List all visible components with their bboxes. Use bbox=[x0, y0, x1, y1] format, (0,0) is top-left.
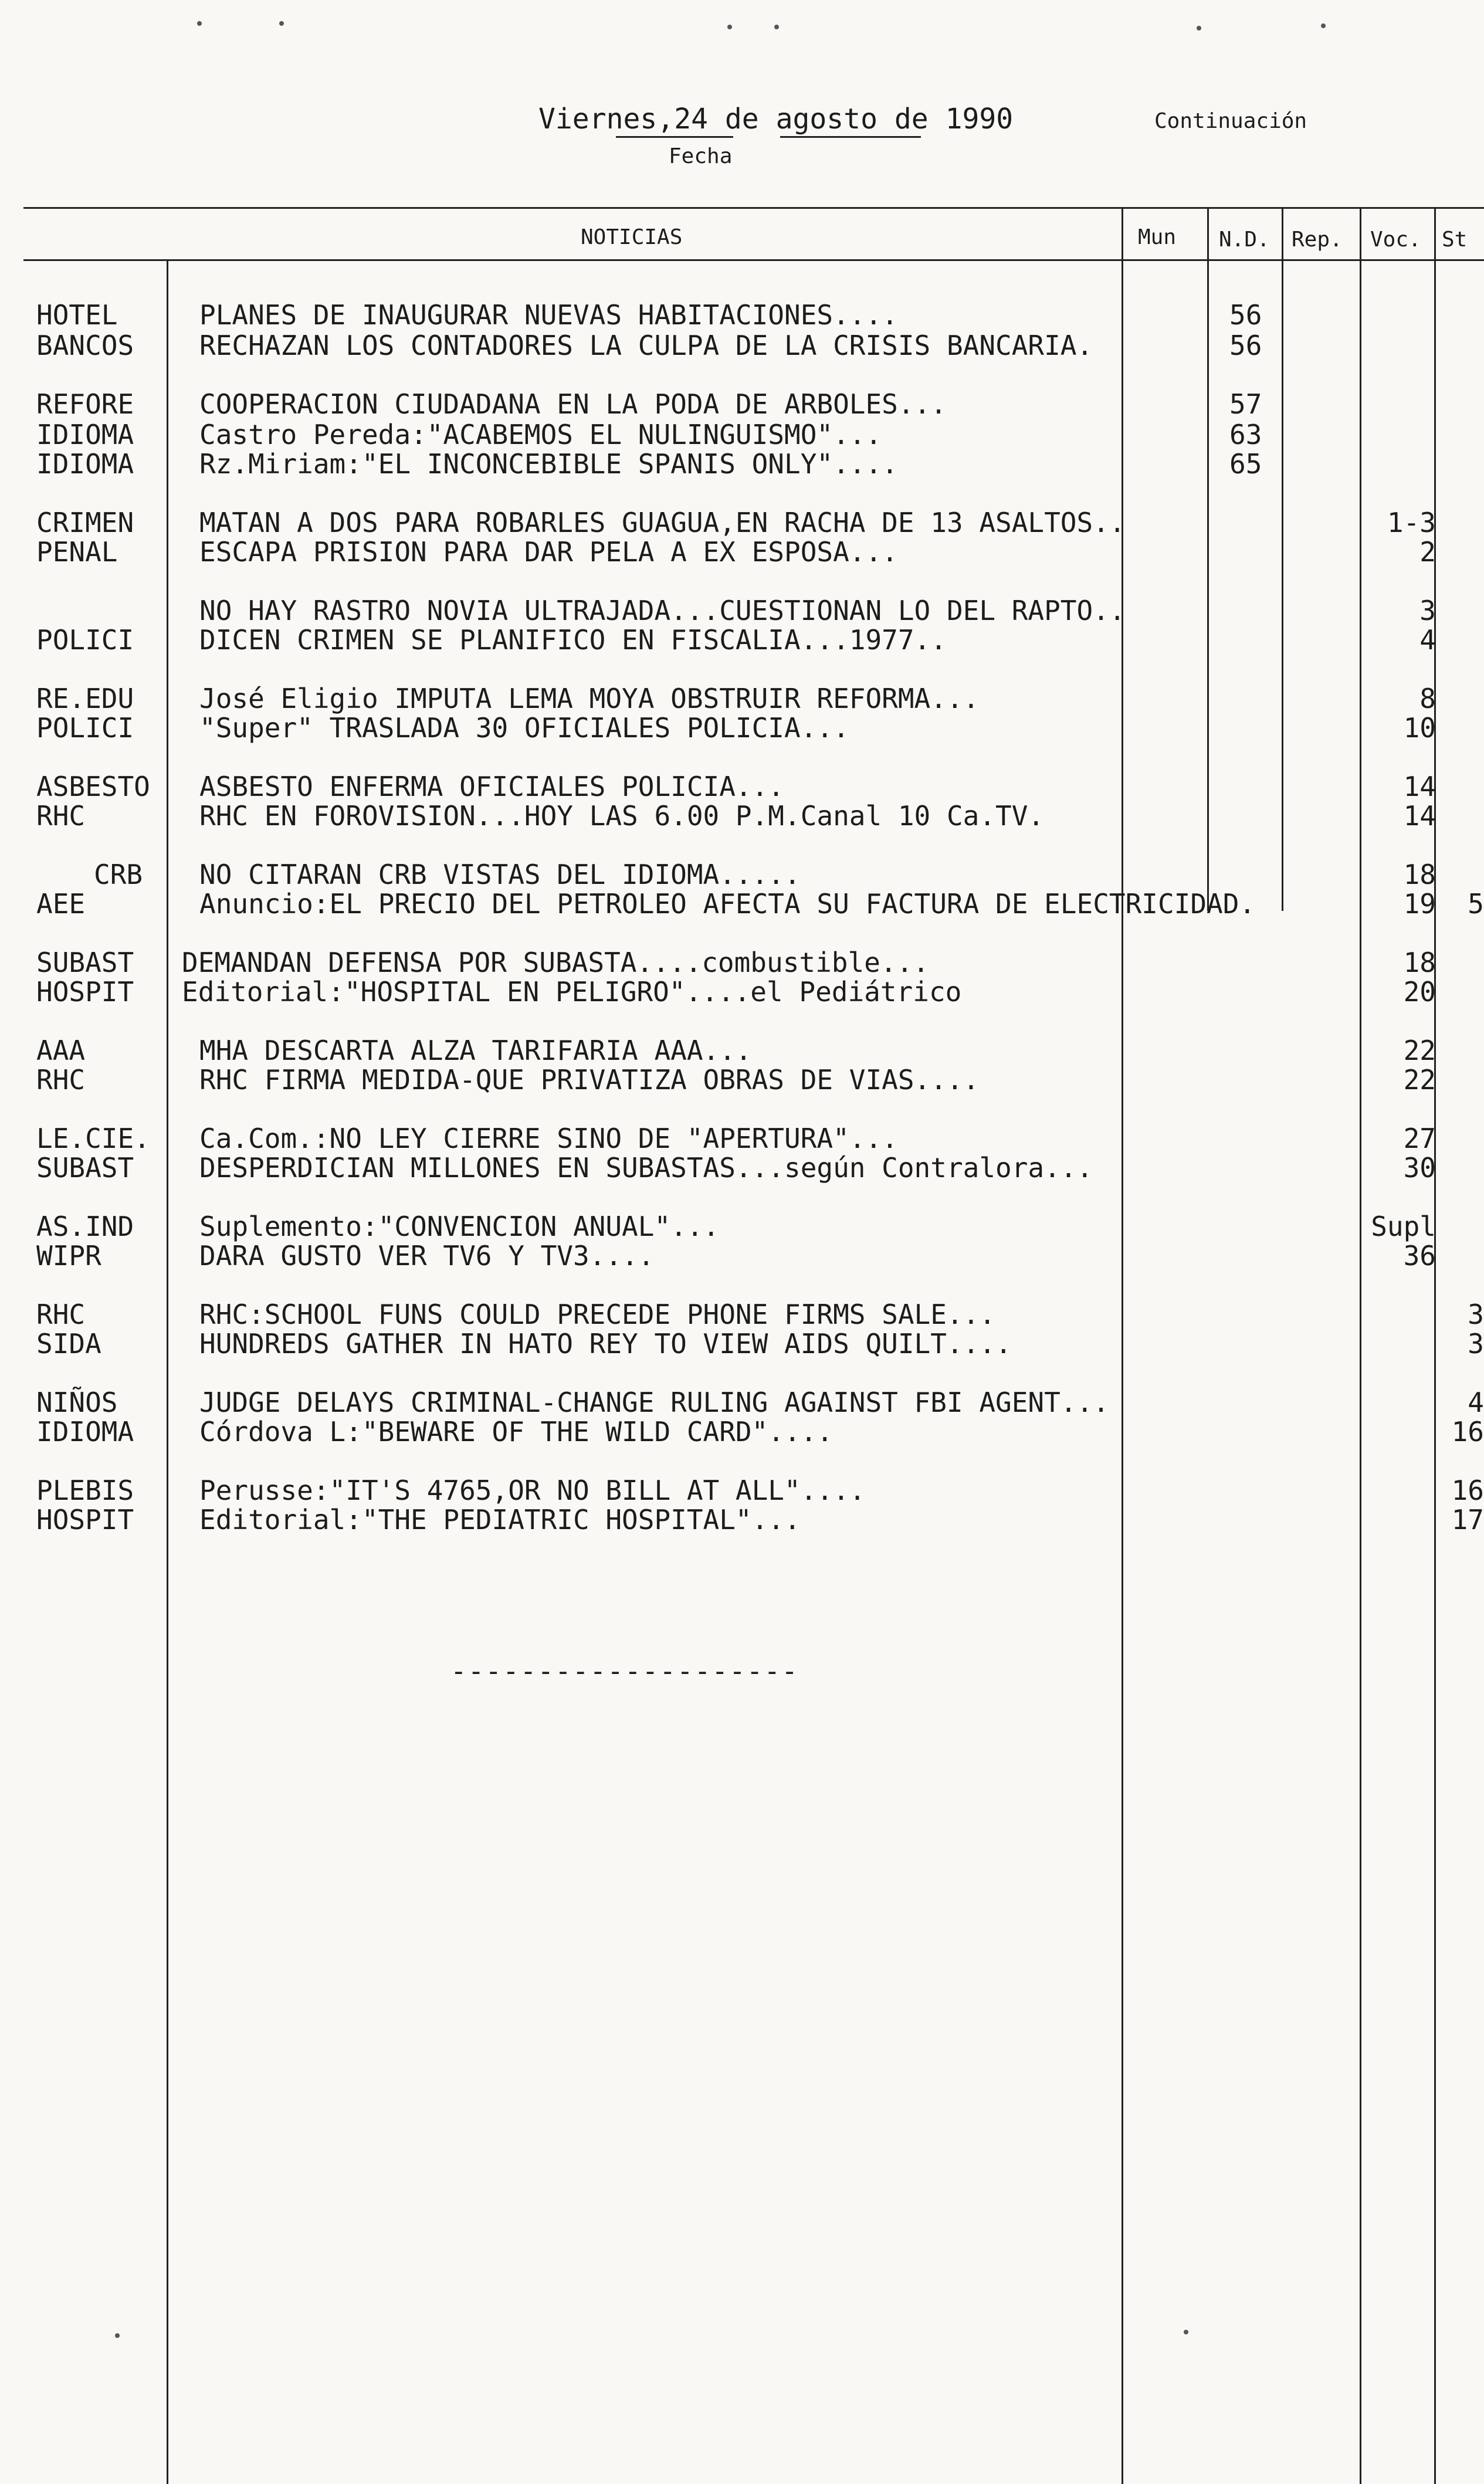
table-row bbox=[0, 1152, 1484, 1184]
voc-page: 1-3 bbox=[1387, 507, 1436, 538]
voc-page: 10 bbox=[1403, 712, 1436, 744]
table-row bbox=[0, 1123, 1484, 1154]
scan-speck bbox=[1184, 2330, 1188, 2334]
category-code: POLICI bbox=[36, 624, 134, 656]
table-row bbox=[0, 299, 1484, 331]
scan-speck bbox=[279, 21, 284, 26]
table-row bbox=[0, 771, 1484, 802]
voc-page: 27 bbox=[1403, 1123, 1436, 1154]
header-rep: Rep. bbox=[1292, 228, 1343, 252]
headline-text: DEMANDAN DEFENSA POR SUBASTA....combustible... bbox=[182, 947, 929, 978]
headline-text: ESCAPA PRISION PARA DAR PELA A EX ESPOSA... bbox=[199, 536, 898, 568]
nd-page: 57 bbox=[1229, 388, 1262, 420]
headline-text: NO HAY RASTRO NOVIA ULTRAJADA...CUESTIONAN LO DEL RAPTO.. bbox=[199, 595, 1126, 626]
headline-text: COOPERACION CIUDADANA EN LA PODA DE ARBOLES... bbox=[199, 388, 947, 420]
category-code: POLICI bbox=[36, 712, 134, 744]
table-row bbox=[0, 1475, 1484, 1506]
st-page: 4 bbox=[1468, 1387, 1484, 1418]
category-code: NIÑOS bbox=[36, 1387, 118, 1418]
category-code: IDIOMA bbox=[36, 448, 134, 480]
date-underline-2 bbox=[780, 136, 921, 138]
voc-page: 20 bbox=[1403, 976, 1436, 1008]
headline-text: Suplemento:"CONVENCION ANUAL"... bbox=[199, 1211, 720, 1242]
category-column-divider bbox=[167, 259, 168, 2484]
headline-text: Editorial:"HOSPITAL EN PELIGRO"....el Pediátrico bbox=[182, 976, 962, 1008]
category-code: RHC bbox=[36, 1299, 86, 1330]
table-row bbox=[0, 330, 1484, 361]
scan-speck bbox=[1321, 23, 1326, 28]
table-row bbox=[0, 1240, 1484, 1272]
voc-page: 14 bbox=[1403, 800, 1436, 832]
category-code: RE.EDU bbox=[36, 683, 134, 714]
scan-speck bbox=[115, 2333, 120, 2338]
category-code: REFORE bbox=[36, 388, 134, 420]
headline-text: MATAN A DOS PARA ROBARLES GUAGUA,EN RACHA DE 13 ASALTOS.. bbox=[199, 507, 1126, 538]
category-code: IDIOMA bbox=[36, 419, 134, 450]
date-line: Viernes,24 de agosto de 1990 bbox=[538, 103, 1014, 135]
headline-text: MHA DESCARTA ALZA TARIFARIA AAA... bbox=[199, 1035, 752, 1066]
category-code: RHC bbox=[36, 800, 86, 832]
headline-text: RECHAZAN LOS CONTADORES LA CULPA DE LA CRISIS BANCARIA. bbox=[199, 330, 1093, 361]
category-code: BANCOS bbox=[36, 330, 134, 361]
header-st: St bbox=[1442, 228, 1468, 252]
header-nd: N.D. bbox=[1219, 228, 1270, 252]
category-code: CRB bbox=[94, 859, 143, 890]
table-row bbox=[0, 888, 1484, 920]
end-separator: -------------------- bbox=[450, 1655, 799, 1687]
table-row bbox=[0, 1504, 1484, 1536]
header-noticias: NOTICIAS bbox=[581, 225, 683, 249]
voc-page: 30 bbox=[1403, 1152, 1436, 1184]
scan-speck bbox=[774, 25, 779, 29]
nd-page: 56 bbox=[1229, 299, 1262, 331]
category-code: IDIOMA bbox=[36, 1416, 134, 1448]
voc-page: 2 bbox=[1419, 536, 1436, 568]
headline-text: DICEN CRIMEN SE PLANIFICO EN FISCALIA...1977.. bbox=[199, 624, 947, 656]
voc-page: 14 bbox=[1403, 771, 1436, 802]
category-code: SUBAST bbox=[36, 947, 134, 978]
category-code: PENAL bbox=[36, 536, 118, 568]
nd-page: 65 bbox=[1229, 448, 1262, 480]
header-voc: Voc. bbox=[1370, 228, 1421, 252]
voc-page: 36 bbox=[1403, 1240, 1436, 1272]
table-row bbox=[0, 1211, 1484, 1242]
category-code: WIPR bbox=[36, 1240, 101, 1272]
table-row bbox=[0, 419, 1484, 450]
nd-page: 63 bbox=[1229, 419, 1262, 450]
st-page: 3 bbox=[1468, 1299, 1484, 1330]
headline-text: ASBESTO ENFERMA OFICIALES POLICIA... bbox=[199, 771, 784, 802]
st-page: 3 bbox=[1468, 1328, 1484, 1360]
category-code: AAA bbox=[36, 1035, 86, 1066]
date-underline-1 bbox=[616, 136, 733, 138]
headline-text: RHC EN FOROVISION...HOY LAS 6.00 P.M.Canal 10 Ca.TV. bbox=[199, 800, 1045, 832]
category-code: PLEBIS bbox=[36, 1475, 134, 1506]
table-row bbox=[0, 448, 1484, 480]
headline-text: NO CITARAN CRB VISTAS DEL IDIOMA..... bbox=[199, 859, 801, 890]
voc-page: 22 bbox=[1403, 1035, 1436, 1066]
headline-text: José Eligio IMPUTA LEMA MOYA OBSTRUIR REFORMA... bbox=[199, 683, 980, 714]
continuation-label: Continuación bbox=[1154, 109, 1307, 133]
table-row bbox=[0, 976, 1484, 1008]
category-code: HOSPIT bbox=[36, 1504, 134, 1536]
header-mun: Mun bbox=[1138, 225, 1177, 249]
headline-text: Castro Pereda:"ACABEMOS EL NULINGUISMO"... bbox=[199, 419, 882, 450]
table-row bbox=[0, 595, 1484, 626]
headline-text: Rz.Miriam:"EL INCONCEBIBLE SPANIS ONLY".... bbox=[199, 448, 898, 480]
table-row bbox=[0, 1416, 1484, 1448]
voc-page: 22 bbox=[1403, 1064, 1436, 1096]
table-row bbox=[0, 800, 1484, 832]
voc-page: 4 bbox=[1419, 624, 1436, 656]
category-code: SIDA bbox=[36, 1328, 101, 1360]
headline-text: DESPERDICIAN MILLONES EN SUBASTAS...según Contralora... bbox=[199, 1152, 1093, 1184]
voc-page: 3 bbox=[1419, 595, 1436, 626]
category-code: AEE bbox=[36, 888, 86, 920]
table-row bbox=[0, 536, 1484, 568]
category-code: SUBAST bbox=[36, 1152, 134, 1184]
table-row bbox=[0, 1064, 1484, 1096]
table-row bbox=[0, 683, 1484, 714]
st-page: 5 bbox=[1468, 888, 1484, 920]
headline-text: Perusse:"IT'S 4765,OR NO BILL AT ALL".... bbox=[199, 1475, 866, 1506]
category-code: ASBESTO bbox=[36, 771, 150, 802]
category-code: LE.CIE. bbox=[36, 1123, 150, 1154]
table-header-rule bbox=[23, 259, 1484, 261]
headline-text: Ca.Com.:NO LEY CIERRE SINO DE "APERTURA"... bbox=[199, 1123, 898, 1154]
headline-text: PLANES DE INAUGURAR NUEVAS HABITACIONES.... bbox=[199, 299, 898, 331]
scan-speck bbox=[1197, 26, 1201, 31]
voc-page: 8 bbox=[1419, 683, 1436, 714]
table-row bbox=[0, 1299, 1484, 1330]
headline-text: "Super" TRASLADA 30 OFICIALES POLICIA... bbox=[199, 712, 849, 744]
st-page: 17 bbox=[1451, 1504, 1484, 1536]
scan-speck bbox=[727, 25, 732, 29]
nd-page: 56 bbox=[1229, 330, 1262, 361]
fecha-label: Fecha bbox=[669, 144, 733, 168]
table-row bbox=[0, 947, 1484, 978]
headline-text: HUNDREDS GATHER IN HATO REY TO VIEW AIDS QUILT.... bbox=[199, 1328, 1012, 1360]
voc-page: 18 bbox=[1403, 947, 1436, 978]
table-row bbox=[0, 624, 1484, 656]
table-row bbox=[0, 859, 1484, 890]
category-code: AS.IND bbox=[36, 1211, 134, 1242]
table-row bbox=[0, 507, 1484, 538]
headline-text: Editorial:"THE PEDIATRIC HOSPITAL"... bbox=[199, 1504, 801, 1536]
st-page: 16 bbox=[1451, 1416, 1484, 1448]
headline-text: Córdova L:"BEWARE OF THE WILD CARD".... bbox=[199, 1416, 834, 1448]
headline-text: Anuncio:EL PRECIO DEL PETROLEO AFECTA SU FACTURA DE ELECTRICIDAD. bbox=[199, 888, 1256, 920]
headline-text: JUDGE DELAYS CRIMINAL-CHANGE RULING AGAINST FBI AGENT... bbox=[199, 1387, 1109, 1418]
table-row bbox=[0, 1328, 1484, 1360]
headline-text: RHC:SCHOOL FUNS COULD PRECEDE PHONE FIRMS SALE... bbox=[199, 1299, 996, 1330]
category-code: CRIMEN bbox=[36, 507, 134, 538]
category-code: HOSPIT bbox=[36, 976, 134, 1008]
category-code: HOTEL bbox=[36, 299, 118, 331]
table-top-rule bbox=[23, 207, 1484, 209]
category-code: RHC bbox=[36, 1064, 86, 1096]
st-page: 16 bbox=[1451, 1475, 1484, 1506]
table-row bbox=[0, 712, 1484, 744]
headline-text: RHC FIRMA MEDIDA-QUE PRIVATIZA OBRAS DE VIAS.... bbox=[199, 1064, 980, 1096]
voc-page: Supl bbox=[1371, 1211, 1436, 1242]
voc-page: 18 bbox=[1403, 859, 1436, 890]
table-row bbox=[0, 1387, 1484, 1418]
voc-page: 19 bbox=[1403, 888, 1436, 920]
table-row bbox=[0, 1035, 1484, 1066]
headline-text: DARA GUSTO VER TV6 Y TV3.... bbox=[199, 1240, 655, 1272]
table-row bbox=[0, 388, 1484, 420]
scan-speck bbox=[197, 21, 202, 26]
